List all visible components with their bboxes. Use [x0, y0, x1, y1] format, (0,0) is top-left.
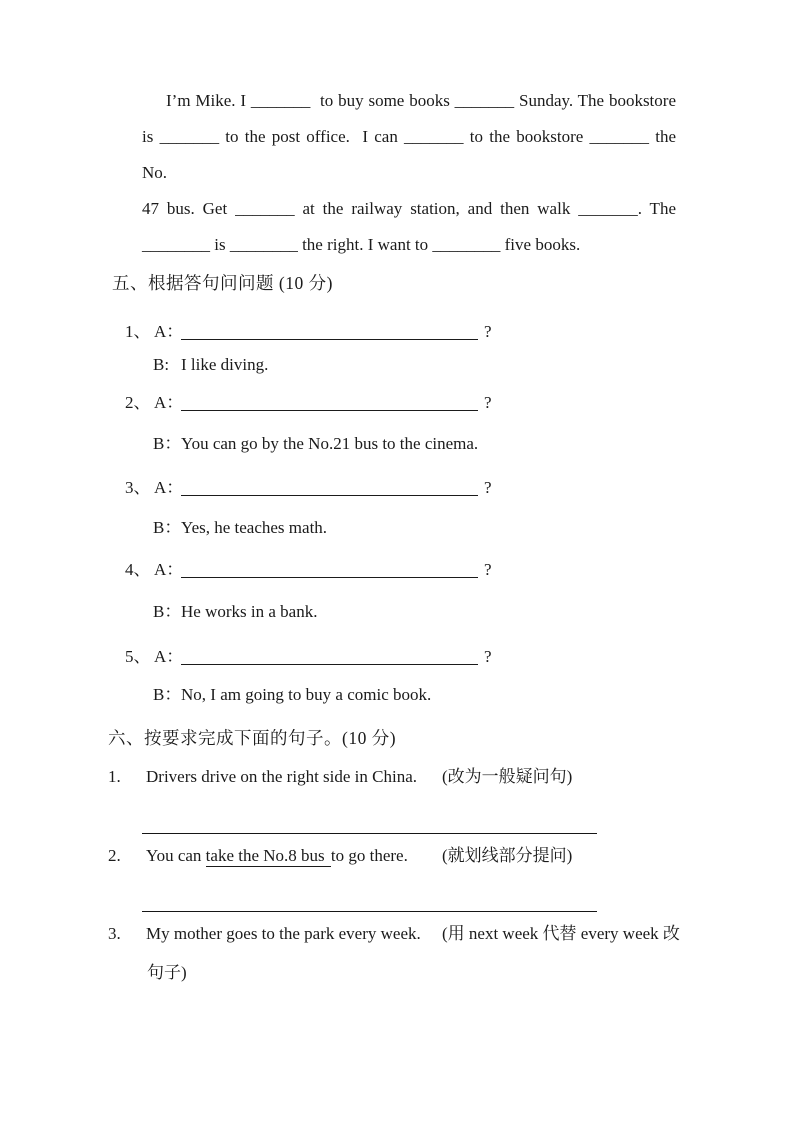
answer-row — [153, 599, 317, 625]
item-instruction: (改为一般疑问句) — [442, 767, 573, 786]
question-number: 5、 — [125, 647, 151, 666]
answer-row — [153, 515, 327, 541]
question-number: 3、 — [125, 478, 151, 497]
question-blank-line — [181, 647, 478, 665]
instruction-text: 句子) — [147, 963, 187, 982]
answer-text: You can go by the No.21 bus to the cinema. — [181, 434, 479, 453]
speaker-a-label: A： — [154, 393, 184, 412]
question-mark: ? — [484, 478, 492, 497]
question-number: 1、 — [125, 322, 151, 341]
question-blank-line — [181, 478, 478, 496]
speaker-a-label: A： — [154, 478, 184, 497]
question-blank-line — [181, 393, 478, 411]
answer-text: I like diving. — [181, 355, 269, 374]
speaker-b-label: B： — [153, 685, 182, 704]
answer-text: Yes, he teaches math. — [181, 518, 328, 537]
question-row — [125, 475, 492, 501]
question-blank-line — [181, 560, 478, 578]
rewrite-item — [108, 843, 708, 869]
cloze-paragraph-line: I’m Mike. I _______ to buy some books _______ Sunday. The bookstore — [166, 91, 676, 110]
answer-text: No, I am going to buy a comic book. — [181, 685, 432, 704]
speaker-a-label: A： — [154, 322, 184, 341]
section-six-heading: 六、按要求完成下面的句子。(10 分) — [108, 728, 397, 748]
sentence-part: to go there. — [330, 846, 408, 865]
question-number: 4、 — [125, 560, 151, 579]
item-number: 2. — [108, 846, 121, 865]
item-number: 1. — [108, 767, 121, 786]
item-instruction: (用 next week 代替 every week 改 — [442, 924, 680, 943]
cloze-paragraph-line: is _______ to the post office. I can _______ to the bookstore _______ the No. — [142, 127, 681, 182]
item-sentence — [146, 846, 408, 867]
question-mark: ? — [484, 647, 492, 666]
answer-write-line — [142, 833, 597, 834]
answer-text: He works in a bank. — [181, 602, 318, 621]
speaker-a-label: A： — [154, 647, 184, 666]
question-mark: ? — [484, 393, 492, 412]
cloze-paragraph — [142, 83, 681, 263]
section-five-heading: 五、根据答句问问题 (10 分) — [112, 273, 333, 293]
answer-row — [153, 682, 431, 708]
question-row — [125, 644, 492, 670]
speaker-b-label: B： — [153, 434, 182, 453]
item-sentence: My mother goes to the park every week. — [146, 924, 421, 943]
question-mark: ? — [484, 560, 492, 579]
question-mark: ? — [484, 322, 492, 341]
answer-write-line — [142, 911, 597, 912]
question-number: 2、 — [125, 393, 151, 412]
cloze-paragraph-line: 47 bus. Get _______ at the railway station, and then walk _______. The — [142, 199, 676, 218]
speaker-b-label: B： — [153, 602, 182, 621]
item-instruction: (就划线部分提问) — [442, 846, 573, 865]
question-row — [125, 319, 492, 345]
underlined-phrase: take the No.8 bus — [205, 846, 329, 865]
cloze-paragraph-line: ________ is ________ the right. I want to ________ five books. — [142, 235, 581, 254]
item-number: 3. — [108, 924, 121, 943]
answer-row — [153, 352, 268, 378]
rewrite-item — [108, 764, 708, 790]
item-sentence: Drivers drive on the right side in China. — [146, 767, 418, 786]
speaker-a-label: A： — [154, 560, 184, 579]
item-instruction-continued — [147, 960, 187, 986]
question-blank-line — [181, 322, 478, 340]
question-row — [125, 557, 492, 583]
speaker-b-label: B： — [153, 518, 182, 537]
question-row — [125, 390, 492, 416]
answer-row — [153, 431, 478, 457]
speaker-b-label: B: — [153, 355, 170, 374]
sentence-part: You can — [146, 846, 206, 865]
rewrite-item — [108, 921, 708, 947]
